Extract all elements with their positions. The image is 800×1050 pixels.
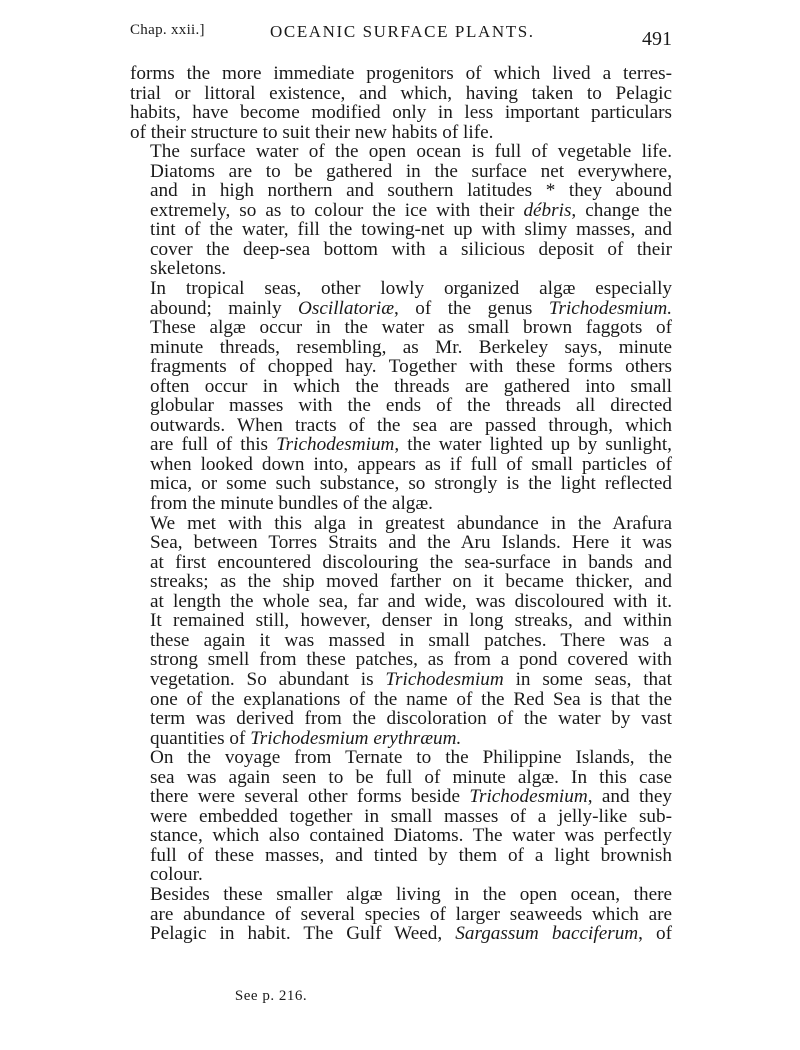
text-run: We met with this alga in greatest abundance in the Arafura <box>150 512 672 534</box>
text-line <box>130 396 672 416</box>
italic-term: Oscillatoriæ <box>298 297 394 319</box>
text-run: mica, or some such substance, so strongly is the light reflected <box>150 473 672 495</box>
running-head <box>130 20 672 64</box>
italic-term: Trichodesmium <box>276 434 395 456</box>
text-line <box>130 201 672 221</box>
text-run: term was derived from the discoloration of the water by vast <box>150 708 672 730</box>
text-run: In tropical seas, other lowly organized algæ especially <box>150 278 672 300</box>
text-run: skeletons. <box>150 258 227 280</box>
text-line <box>130 924 672 944</box>
text-run: The surface water of the open ocean is full of vegetable life. <box>150 141 672 163</box>
text-run: Sea, between Torres Straits and the Aru Islands. Here it was <box>150 532 672 554</box>
text-run: there were several other forms beside <box>150 786 470 808</box>
text-line <box>130 84 672 104</box>
text-line <box>130 885 672 905</box>
text-run: streaks; as the ship moved farther on it became thicker, and <box>150 571 672 593</box>
text-run: often occur in which the threads are gathered into small <box>150 375 672 397</box>
text-line <box>130 240 672 260</box>
text-run: On the voyage from Ternate to the Philippine Islands, the <box>150 747 672 769</box>
book-page <box>130 20 672 944</box>
text-run: trial or littoral existence, and which, having taken to Pelagic <box>130 82 672 104</box>
text-line <box>130 533 672 553</box>
text-line <box>130 865 672 885</box>
text-run: are abundance of several species of larger seaweeds which are <box>150 903 672 925</box>
text-line <box>130 905 672 925</box>
text-line <box>130 650 672 670</box>
text-run: , change the <box>571 199 672 221</box>
text-run: from the minute bundles of the algæ. <box>150 493 433 515</box>
text-run: It remained still, however, denser in long streaks, and within <box>150 610 672 632</box>
text-line <box>130 514 672 534</box>
text-run: , and they <box>587 786 672 808</box>
footnote: See p. 216. <box>234 988 308 1004</box>
text-line <box>130 181 672 201</box>
text-line <box>130 631 672 651</box>
text-line <box>130 377 672 397</box>
text-run: these again it was massed in small patches. There was a <box>150 629 672 651</box>
italic-term: Trichodesmium erythræum. <box>250 727 462 749</box>
text-run: in some seas, that <box>503 668 673 690</box>
text-run: Diatoms are to be gathered in the surface net everywhere, <box>150 160 672 182</box>
text-line <box>130 690 672 710</box>
text-run: outwards. When tracts of the sea are passed through, which <box>150 414 672 436</box>
text-run: colour. <box>150 864 203 886</box>
text-run: , the water lighted up by sunlight, <box>394 434 672 456</box>
text-run: at length the whole sea, far and wide, was discoloured with it. <box>150 590 672 612</box>
text-line <box>130 807 672 827</box>
paragraph <box>130 885 672 944</box>
text-line <box>130 494 672 514</box>
text-run: and in high northern and southern latitudes * they abound <box>150 180 672 202</box>
text-run: when looked down into, appears as if full of small particles of <box>150 453 672 475</box>
italic-term: Sargassum bacciferum <box>455 923 639 945</box>
text-run: Pelagic in habit. The Gulf Weed, <box>150 923 456 945</box>
paragraph <box>130 748 672 885</box>
text-line <box>130 416 672 436</box>
page-number: 491 <box>642 28 672 50</box>
text-line <box>130 572 672 592</box>
text-line <box>130 611 672 631</box>
text-run: of their structure to suit their new habits of life. <box>130 121 494 143</box>
text-line <box>130 553 672 573</box>
text-line <box>130 768 672 788</box>
text-line <box>130 474 672 494</box>
text-run: one of the explanations of the name of the Red Sea is that the <box>150 688 672 710</box>
text-run: sea was again seen to be full of minute algæ. In this case <box>150 766 672 788</box>
chapter-reference: Chap. xxii.] <box>130 22 205 38</box>
paragraph <box>130 64 672 142</box>
text-run: minute threads, resembling, as Mr. Berkeley says, minute <box>150 336 672 358</box>
text-line <box>130 259 672 279</box>
text-run: quantities of <box>150 727 251 749</box>
paragraph <box>130 279 672 514</box>
text-run: These algæ occur in the water as small brown faggots of <box>150 317 672 339</box>
text-line <box>130 220 672 240</box>
italic-term: débris <box>523 199 572 221</box>
text-line <box>130 299 672 319</box>
text-line <box>130 729 672 749</box>
text-run: forms the more immediate progenitors of which lived a terres- <box>130 63 672 84</box>
text-run: tint of the water, fill the towing-net up with slimy masses, and <box>150 219 672 241</box>
text-line <box>130 435 672 455</box>
italic-term: Trichodesmium <box>385 668 504 690</box>
text-run: , of the genus <box>394 297 549 319</box>
text-run: fragments of chopped hay. Together with these forms others <box>150 356 672 378</box>
text-line <box>130 357 672 377</box>
text-line <box>130 142 672 162</box>
text-line <box>130 787 672 807</box>
text-run: abound; mainly <box>150 297 299 319</box>
italic-term: Trichodesmium. <box>548 297 672 319</box>
text-line <box>130 748 672 768</box>
text-run: cover the deep-sea bottom with a silicious deposit of their <box>150 238 672 260</box>
body-text <box>130 64 672 944</box>
text-run: globular masses with the ends of the threads all directed <box>150 395 672 417</box>
text-line <box>130 103 672 123</box>
text-run: are full of this <box>150 434 277 456</box>
text-line <box>130 846 672 866</box>
paragraph <box>130 514 672 749</box>
text-line <box>130 826 672 846</box>
paragraph <box>130 142 672 279</box>
text-run: extremely, so as to colour the ice with their <box>150 199 524 221</box>
text-run: vegetation. So abundant is <box>150 668 386 690</box>
text-run: Besides these smaller algæ living in the open ocean, there <box>150 883 672 905</box>
text-line <box>130 162 672 182</box>
text-run: , of <box>638 923 672 945</box>
text-run: stance, which also contained Diatoms. The water was perfectly <box>150 825 672 847</box>
italic-term: Trichodesmium <box>469 786 588 808</box>
text-run: at first encountered discolouring the sea-surface in bands and <box>150 551 672 573</box>
text-line <box>130 279 672 299</box>
text-run: were embedded together in small masses of a jelly-like sub- <box>150 805 672 827</box>
text-line <box>130 64 672 84</box>
text-line <box>130 455 672 475</box>
text-run: strong smell from these patches, as from a pond covered with <box>150 649 672 671</box>
running-title: OCEANIC SURFACE PLANTS. <box>270 22 535 41</box>
text-run: habits, have become modified only in less important particulars <box>130 102 672 124</box>
text-line <box>130 670 672 690</box>
text-line <box>130 318 672 338</box>
text-line <box>130 338 672 358</box>
text-line <box>130 123 672 143</box>
text-line <box>130 709 672 729</box>
text-run: full of these masses, and tinted by them of a light brownish <box>150 844 672 866</box>
text-line <box>130 592 672 612</box>
